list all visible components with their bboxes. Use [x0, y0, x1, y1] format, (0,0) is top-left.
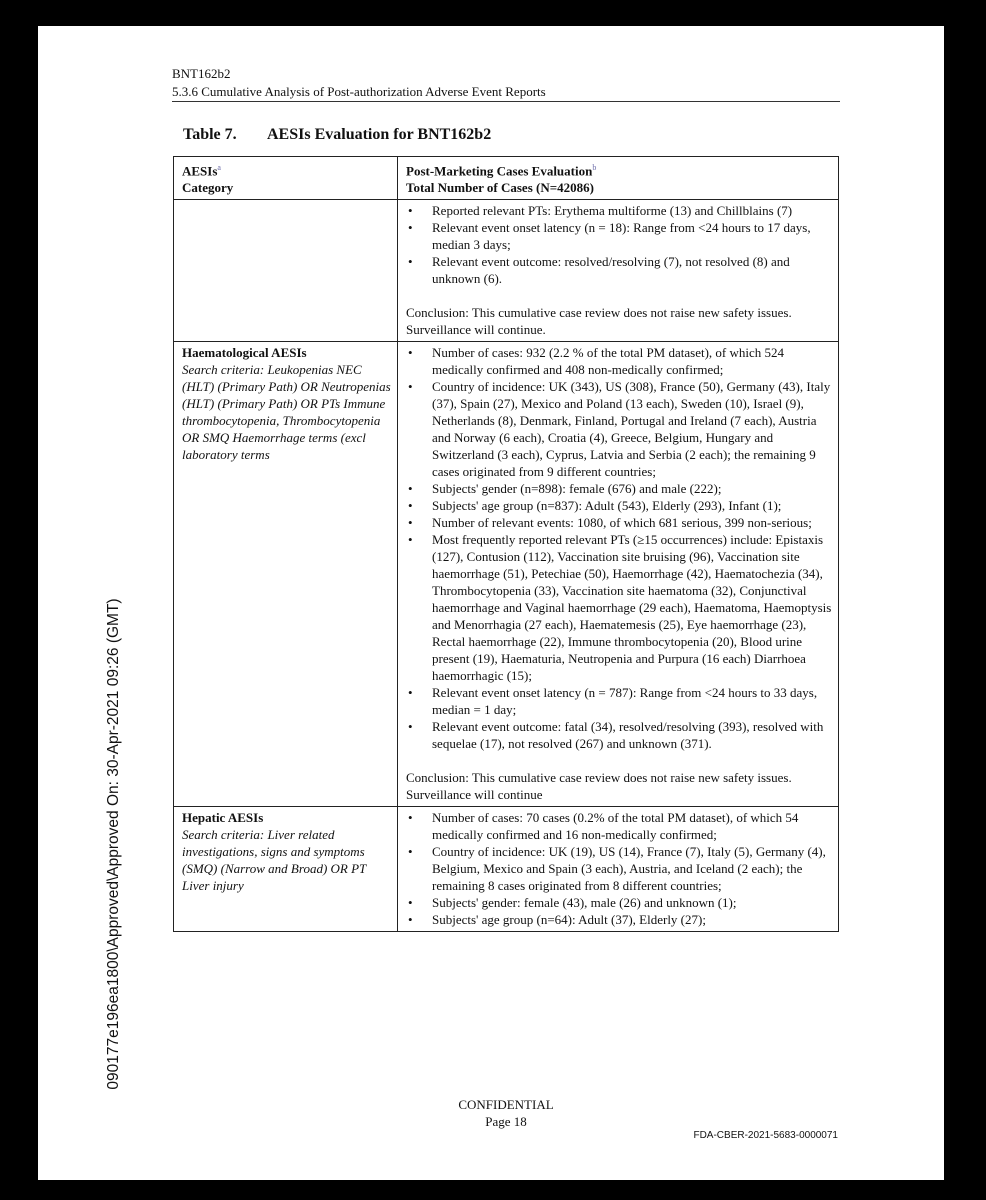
- running-header-product: BNT162b2: [172, 66, 231, 81]
- running-header-section: 5.3.6 Cumulative Analysis of Post-authorization Adverse Event Reports: [172, 84, 546, 99]
- evaluation-bullet: • Subjects' age group (n=837): Adult (543), Elderly (293), Infant (1);: [406, 497, 832, 514]
- evaluation-bullet: • Reported relevant PTs: Erythema multiforme (13) and Chillblains (7): [406, 202, 832, 219]
- page-number: Page 18: [485, 1114, 527, 1129]
- evaluation-bullet-list: [406, 344, 832, 752]
- evaluation-bullet: • Relevant event outcome: resolved/resolving (7), not resolved (8) and unknown (6).: [406, 253, 832, 287]
- evaluation-bullet: • Most frequently reported relevant PTs (≥15 occurrences) include: Epistaxis (127), Contusion (112), Vaccination site bruising (96), Vaccination site haemorrhage (51), Petechiae (50), Haemorrhage (42), Haematochezia (34), Thrombocytopenia (33), Vaccination site haematoma (32), Conjunctival haemorrhage and Vaginal haemorrhage (29 each), Haematoma, Haemoptysis and Menorrhagia (27 each), Haematemesis (25), Eye haemorrhage (23), Rectal haemorrhage (22), Immune thrombocytopenia (20), Blood urine present (19), Haematuria, Neutropenia and Purpura (16 each) Diarrhoea haemorrhagic (15);: [406, 531, 832, 684]
- category-cell: [174, 200, 398, 342]
- conclusion-text: Conclusion: This cumulative case review does not raise new safety issues. Surveillance will continue.: [406, 305, 792, 338]
- evaluation-bullet: • Relevant event onset latency (n = 787): Range from <24 hours to 33 days, median = 1 day;: [406, 684, 832, 718]
- evaluation-bullet-list: [406, 202, 832, 287]
- col-header-category: Category: [182, 180, 234, 196]
- evaluation-bullet: • Relevant event onset latency (n = 18): Range from <24 hours to 17 days, median 3 days;: [406, 219, 832, 253]
- col-header-evaluation: [398, 157, 839, 200]
- evaluation-bullet: • Relevant event outcome: fatal (34), resolved/resolving (393), resolved with sequelae (17), not resolved (267) and unknown (371).: [406, 718, 832, 752]
- confidential-label: CONFIDENTIAL: [458, 1097, 554, 1112]
- evaluation-cell: [398, 200, 839, 342]
- table-number: Table 7.: [183, 126, 237, 143]
- col-header-aesis-label: AESIs: [182, 163, 218, 179]
- col-header-evaluation-label: Post-Marketing Cases Evaluation: [406, 163, 593, 179]
- col-header-total-cases: Total Number of Cases (N=42086): [406, 180, 594, 196]
- category-name: Haematological AESIs: [182, 345, 307, 361]
- aesi-table: [173, 156, 839, 932]
- search-criteria: Search criteria: Liver related investigations, signs and symptoms (SMQ) (Narrow and Broad) OR PT Liver injury: [182, 827, 367, 894]
- search-criteria: Search criteria: Leukopenias NEC (HLT) (Primary Path) OR Neutropenias (HLT) (Primary Path) OR PTs Immune thrombocytopenia, Thrombocytopenia OR SMQ Haemorrhage terms (excl laboratory terms: [182, 362, 391, 463]
- evaluation-cell: [398, 807, 839, 932]
- table-row: [174, 807, 839, 932]
- evaluation-bullet: • Subjects' gender: female (43), male (26) and unknown (1);: [406, 894, 832, 911]
- table-title: [183, 126, 491, 144]
- conclusion-text: Conclusion: This cumulative case review does not raise new safety issues. Surveillance will continue: [406, 770, 792, 803]
- approval-stamp-text: 090177e196ea1800\Approved\Approved On: 30-Apr-2021 09:26 (GMT): [105, 598, 122, 1090]
- table-body: [174, 200, 839, 932]
- page-footer: [38, 1096, 944, 1130]
- evaluation-bullet: • Subjects' gender (n=898): female (676) and male (222);: [406, 480, 832, 497]
- table-row: [174, 342, 839, 807]
- evaluation-bullet-list: [406, 809, 832, 928]
- evaluation-bullet: • Country of incidence: UK (343), US (308), France (50), Germany (43), Italy (37), Spain (27), Mexico and Poland (13 each), Sweden (10), Israel (9), Netherlands (8), Denmark, Finland, Portugal and Ireland (7 each), Austria and Norway (6 each), Croatia (4), Greece, Belgium, Hungary and Switzerland (3 each), Cyprus, Latvia and Serbia (2 each); the remaining 9 cases originated from 9 different countries;: [406, 378, 832, 480]
- evaluation-bullet: • Number of cases: 932 (2.2 % of the total PM dataset), of which 524 medically confirmed and 408 non-medically confirmed;: [406, 344, 832, 378]
- evaluation-bullet: • Subjects' age group (n=64): Adult (37), Elderly (27);: [406, 911, 832, 928]
- category-cell: [174, 807, 398, 932]
- category-name: Hepatic AESIs: [182, 810, 264, 826]
- category-cell: [174, 342, 398, 807]
- evaluation-cell: [398, 342, 839, 807]
- footnote-marker-a: a: [217, 163, 221, 172]
- table-title-text: AESIs Evaluation for BNT162b2: [267, 126, 492, 143]
- document-id: FDA-CBER-2021-5683-0000071: [693, 1130, 838, 1141]
- evaluation-bullet: • Number of cases: 70 cases (0.2% of the total PM dataset), of which 54 medically confirmed and 16 non-medically confirmed;: [406, 809, 832, 843]
- footnote-marker-b: b: [592, 163, 597, 172]
- table-header-row: [174, 157, 839, 200]
- header-rule: [172, 101, 840, 102]
- evaluation-bullet: • Number of relevant events: 1080, of which 681 serious, 399 non-serious;: [406, 514, 832, 531]
- table-row: [174, 200, 839, 342]
- document-page: [38, 26, 944, 1180]
- col-header-aesis: [174, 157, 398, 200]
- evaluation-bullet: • Country of incidence: UK (19), US (14), France (7), Italy (5), Germany (4), Belgium, Mexico and Spain (3 each), Austria, and Iceland (2 each); the remaining 8 cases originated from 8 different countries;: [406, 843, 832, 894]
